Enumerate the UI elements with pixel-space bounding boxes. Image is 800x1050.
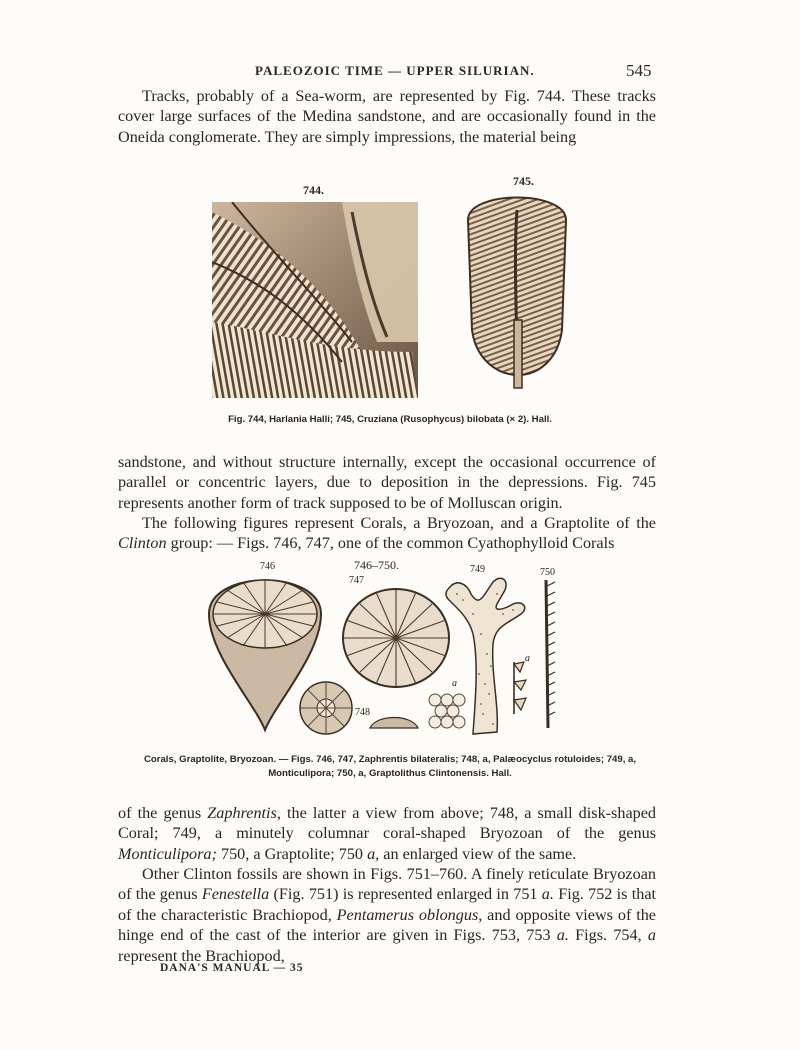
running-title: PALEOZOIC TIME — UPPER SILURIAN. bbox=[255, 63, 535, 78]
paragraph-4-text-c: 750, a Graptolite; 750 bbox=[216, 844, 368, 863]
paragraph-4-text-b: the latter a view from above; 748, a small disk-shaped Coral; 749, a minutely columnar coral-shaped Bryozoan of the genus bbox=[118, 804, 656, 843]
figure-2-caption-line-1: Corals, Graptolite, Bryozoan. — Figs. 746, 747, Zaphrentis bilateralis; 748, a, Palæocyclus rotuloides; 749, a, bbox=[143, 754, 637, 765]
paragraph-5-text-f: represent the Brachiopod, bbox=[118, 946, 285, 965]
paragraph-5-text-a: Other Clinton fossils are shown in Figs. 751–760. A finely reticulate Bryozoan of the genus bbox=[118, 865, 656, 904]
palaeocyclus-illustration bbox=[298, 680, 354, 736]
figure-label-745: 745. bbox=[513, 174, 534, 188]
paragraph-3-text-a: The following figures represent Corals, a Bryozoan, and a Graptolite of the bbox=[142, 514, 656, 532]
footer-signature: DANA'S MANUAL — 35 bbox=[160, 962, 304, 974]
cruziana-track-illustration bbox=[458, 190, 576, 390]
paragraph-3 bbox=[118, 513, 656, 554]
paragraph-5-text-e: Figs. 754, bbox=[568, 926, 648, 945]
figure-label-a-748: a bbox=[452, 678, 457, 689]
paragraph-5-text-d: and opposite views of the hinge end of the cast of the interior are given in Figs. 753, 753 bbox=[118, 905, 656, 945]
palaeocyclus-side-illustration bbox=[368, 712, 420, 732]
paragraph-3-emphasis: Clinton bbox=[118, 534, 167, 553]
graptolithus-enlarged-illustration bbox=[510, 660, 532, 716]
paragraph-5-emphasis-4: a. bbox=[556, 926, 569, 945]
figure-label-750: 750 bbox=[540, 567, 555, 578]
paragraph-3-text-b: group: — Figs. 746, 747, one of the common Cyathophylloid Corals bbox=[166, 534, 615, 553]
figure-label-748: 748 bbox=[355, 707, 370, 718]
paragraph-4-emphasis-3: a, bbox=[367, 844, 380, 863]
paragraph-4 bbox=[118, 803, 656, 864]
figure-2-caption-line-2: Monticulipora; 750, a, Graptolithus Clintonensis. Hall. bbox=[268, 768, 512, 779]
paragraph-4-emphasis-1: Zaphrentis, bbox=[207, 804, 281, 822]
figure-label-747: 747 bbox=[349, 575, 364, 586]
figure-label-744: 744. bbox=[303, 183, 324, 197]
paragraph-2 bbox=[118, 452, 656, 513]
paragraph-4-text-d: an enlarged view of the same. bbox=[379, 844, 577, 863]
paragraph-5 bbox=[118, 864, 656, 966]
figure-label-746: 746 bbox=[260, 561, 275, 572]
figure-1-caption: Fig. 744, Harlania Halli; 745, Cruziana (Rusophycus) bilobata (× 2). Hall. bbox=[228, 414, 552, 425]
paragraph-1-text: Tracks, probably of a Sea-worm, are represented by Fig. 744. These tracks cover large surfaces of the Medina sandstone, and are occasionally found in the Oneida conglomerate. They are simply impressions, the material being bbox=[118, 87, 656, 146]
paragraph-4-emphasis-2: Monticulipora; bbox=[118, 844, 217, 863]
graptolithus-illustration bbox=[538, 578, 560, 730]
paragraph-5-emphasis-1: Fenestella bbox=[201, 885, 270, 904]
figure-label-749: 749 bbox=[470, 564, 485, 575]
paragraph-2-text: sandstone, and without structure internally, except the occasional occurrence of parallel or concentric layers, due to deposition in the depressions. Fig. 745 represents another form of track supposed to be of Molluscan origin. bbox=[118, 453, 656, 512]
paragraph-1 bbox=[118, 86, 656, 147]
paragraph-5-emphasis-5: a bbox=[647, 926, 656, 945]
paragraph-5-text-c: Fig. 752 is that of the characteristic Brachiopod, bbox=[118, 885, 656, 924]
paragraph-5-text-b: (Fig. 751) is represented enlarged in 751 bbox=[269, 885, 542, 904]
figure-label-range: 746–750. bbox=[354, 558, 399, 572]
zaphrentis-top-illustration bbox=[340, 586, 452, 690]
paragraph-4-text-a: of the genus bbox=[118, 804, 208, 822]
paragraph-5-emphasis-2: a. bbox=[541, 885, 554, 904]
harlania-track-illustration bbox=[212, 202, 418, 398]
figure-label-a-750: a bbox=[525, 653, 530, 664]
paragraph-5-emphasis-3: Pentamerus oblongus, bbox=[336, 905, 483, 924]
page-number: 545 bbox=[626, 61, 652, 80]
